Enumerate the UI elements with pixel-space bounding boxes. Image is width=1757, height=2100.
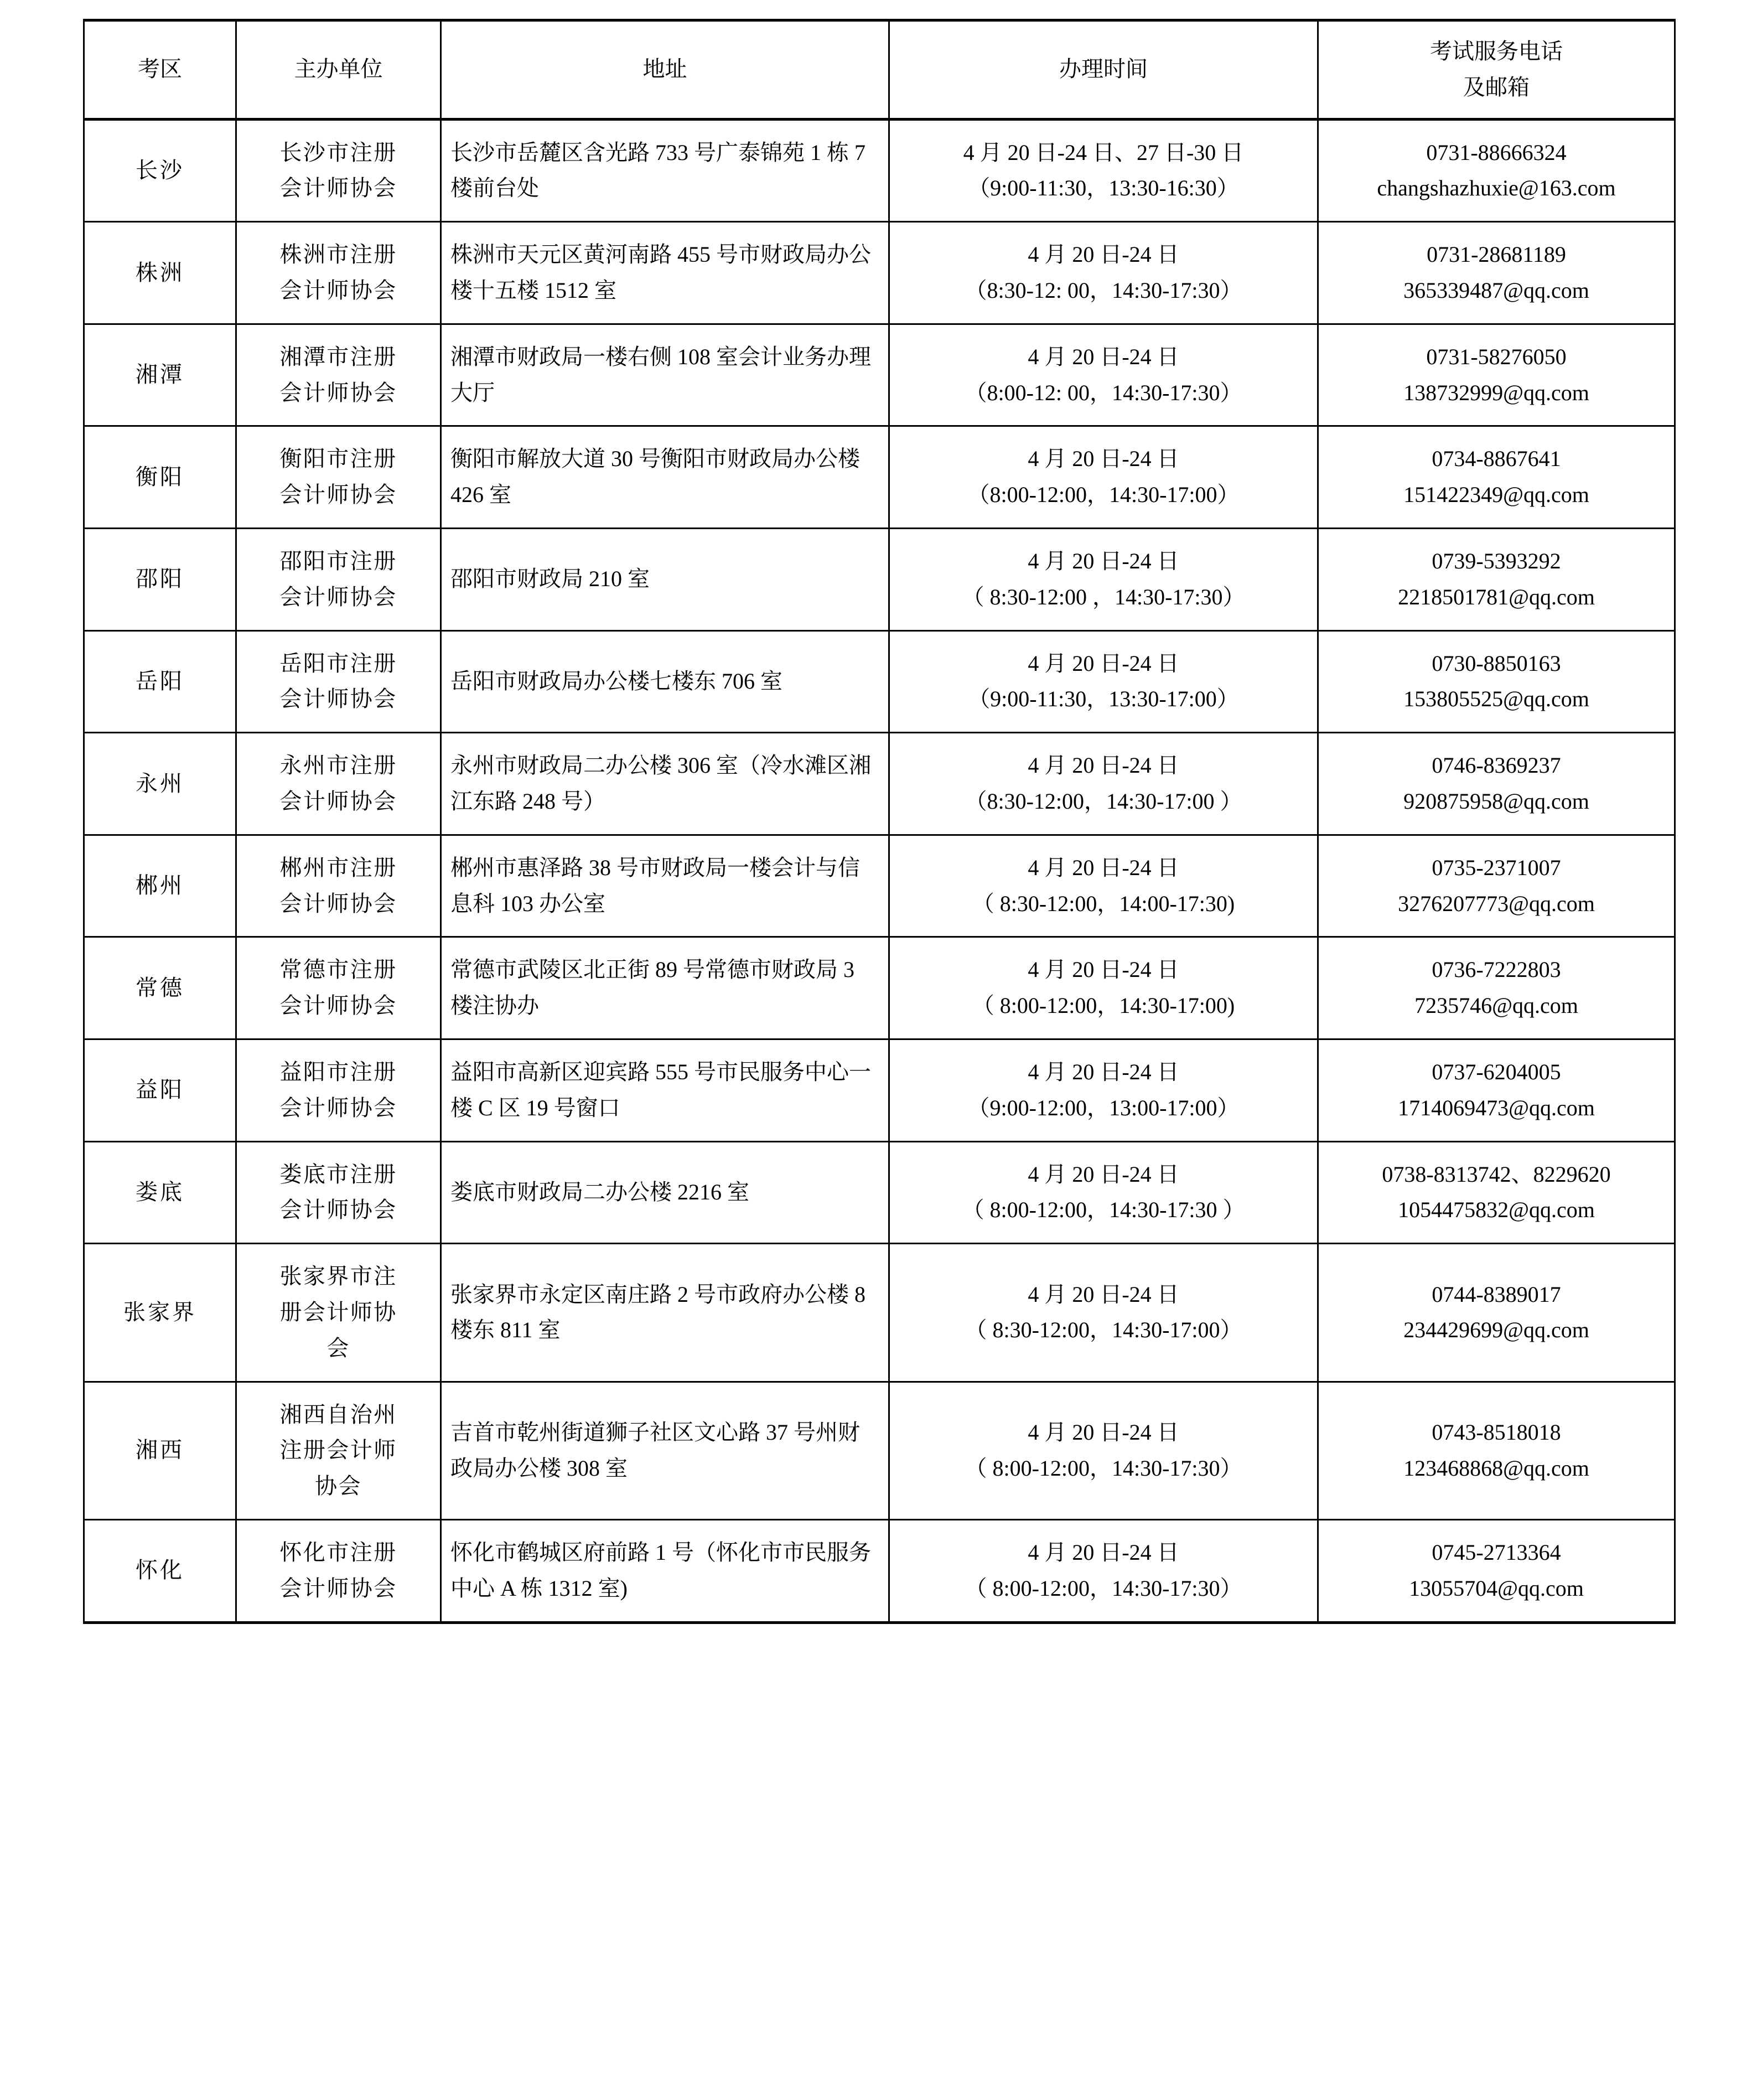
cell-time xyxy=(889,1519,1318,1622)
cell-address: 张家界市永定区南庄路 2 号市政府办公楼 8 楼东 811 室 xyxy=(441,1244,889,1382)
organizer-line-1: 张家界市注 xyxy=(279,1264,397,1289)
time-line-1: 4 月 20 日-24 日 xyxy=(1028,650,1179,676)
contact-email: 1714069473@qq.com xyxy=(1398,1095,1595,1120)
cell-area: 益阳 xyxy=(84,1039,236,1141)
contact-email: 920875958@qq.com xyxy=(1403,788,1589,814)
table-header-row xyxy=(84,20,1675,120)
cell-address: 永州市财政局二办公楼 306 室（冷水滩区湘江东路 248 号） xyxy=(441,733,889,835)
cell-time xyxy=(889,835,1318,937)
cell-time xyxy=(889,1382,1318,1519)
time-line-1: 4 月 20 日-24 日 xyxy=(1028,242,1179,267)
time-line-1: 4 月 20 日-24 日 xyxy=(1028,1059,1179,1084)
organizer-line-1: 永州市注册 xyxy=(279,753,397,778)
table-row xyxy=(84,733,1675,835)
organizer-line-2: 会计师协会 xyxy=(279,1197,397,1223)
time-line-2: （9:00-11:30，13:30-16:30） xyxy=(968,175,1239,201)
cell-area: 株洲 xyxy=(84,222,236,324)
contact-phone: 0737-6204005 xyxy=(1432,1059,1561,1084)
cell-area: 衡阳 xyxy=(84,426,236,529)
cell-contact xyxy=(1318,1519,1675,1622)
cell-time xyxy=(889,1039,1318,1141)
time-line-1: 4 月 20 日-24 日 xyxy=(1028,1161,1179,1187)
cell-address: 湘潭市财政局一楼右侧 108 室会计业务办理大厅 xyxy=(441,324,889,426)
cell-area: 怀化 xyxy=(84,1519,236,1622)
organizer-line-1: 郴州市注册 xyxy=(279,855,397,880)
table-row xyxy=(84,1141,1675,1244)
cell-organizer xyxy=(236,324,441,426)
time-line-2: （8:30-12:00，14:30-17:00 ） xyxy=(965,788,1242,814)
contact-phone: 0738-8313742、8229620 xyxy=(1382,1161,1611,1187)
table-row xyxy=(84,937,1675,1039)
cell-area: 湘西 xyxy=(84,1382,236,1519)
cell-area: 长沙 xyxy=(84,119,236,222)
table-row xyxy=(84,1039,1675,1141)
organizer-line-1: 常德市注册 xyxy=(279,957,397,982)
contact-phone: 0744-8389017 xyxy=(1432,1281,1561,1307)
cell-organizer xyxy=(236,835,441,937)
contact-phone: 0731-58276050 xyxy=(1426,344,1567,369)
cell-organizer xyxy=(236,937,441,1039)
time-line-2: （8:00-12:00，14:30-17:00） xyxy=(967,482,1240,508)
contact-email: 7235746@qq.com xyxy=(1414,993,1578,1018)
cell-contact xyxy=(1318,1244,1675,1382)
cell-address: 长沙市岳麓区含光路 733 号广泰锦苑 1 栋 7 楼前台处 xyxy=(441,119,889,222)
organizer-line-3: 会 xyxy=(326,1335,350,1361)
organizer-line-2: 会计师协会 xyxy=(279,993,397,1018)
organizer-line-1: 怀化市注册 xyxy=(279,1539,397,1565)
contact-email: 3276207773@qq.com xyxy=(1398,891,1595,916)
cell-organizer xyxy=(236,1244,441,1382)
table-row xyxy=(84,1382,1675,1519)
contact-email: changshazhuxie@163.com xyxy=(1377,175,1616,201)
contact-phone: 0743-8518018 xyxy=(1432,1419,1561,1445)
organizer-line-1: 株洲市注册 xyxy=(279,242,397,267)
time-line-1: 4 月 20 日-24 日、27 日-30 日 xyxy=(963,139,1244,165)
column-header-organizer: 主办单位 xyxy=(236,20,441,120)
cell-contact xyxy=(1318,1382,1675,1519)
cell-contact xyxy=(1318,835,1675,937)
cell-area: 湘潭 xyxy=(84,324,236,426)
table-row xyxy=(84,528,1675,630)
contact-email: 153805525@qq.com xyxy=(1403,686,1589,712)
time-line-1: 4 月 20 日-24 日 xyxy=(1028,1281,1179,1307)
cell-contact xyxy=(1318,426,1675,529)
organizer-line-2: 会计师协会 xyxy=(279,277,397,303)
organizer-line-2: 会计师协会 xyxy=(279,380,397,405)
time-line-1: 4 月 20 日-24 日 xyxy=(1028,855,1179,880)
contact-email: 13055704@qq.com xyxy=(1409,1575,1584,1601)
organizer-line-2: 册会计师协 xyxy=(279,1299,397,1325)
cell-contact xyxy=(1318,222,1675,324)
organizer-line-2: 会计师协会 xyxy=(279,891,397,916)
cell-organizer xyxy=(236,1141,441,1244)
contact-phone: 0745-2713364 xyxy=(1432,1539,1561,1565)
contact-header-line1: 考试服务电话 xyxy=(1430,39,1563,64)
contact-phone: 0734-8867641 xyxy=(1432,446,1561,472)
organizer-line-1: 湘西自治州 xyxy=(279,1401,397,1427)
organizer-line-2: 会计师协会 xyxy=(279,482,397,508)
cell-contact xyxy=(1318,937,1675,1039)
table-row xyxy=(84,324,1675,426)
contact-phone: 0746-8369237 xyxy=(1432,753,1561,778)
table-row xyxy=(84,1519,1675,1622)
contact-email: 2218501781@qq.com xyxy=(1398,584,1595,609)
contact-email: 365339487@qq.com xyxy=(1403,277,1589,303)
cell-address: 株洲市天元区黄河南路 455 号市财政局办公楼十五楼 1512 室 xyxy=(441,222,889,324)
cell-time xyxy=(889,630,1318,733)
time-line-2: （8:30-12: 00，14:30-17:30） xyxy=(965,277,1242,303)
contact-email: 138732999@qq.com xyxy=(1403,380,1589,405)
cell-area: 常德 xyxy=(84,937,236,1039)
time-line-2: （8:00-12: 00，14:30-17:30） xyxy=(965,380,1242,405)
organizer-line-1: 娄底市注册 xyxy=(279,1161,397,1187)
time-line-2: （9:00-12:00，13:00-17:00） xyxy=(967,1095,1240,1120)
exam-locations-table xyxy=(83,19,1676,1624)
cell-address: 益阳市高新区迎宾路 555 号市民服务中心一楼 C 区 19 号窗口 xyxy=(441,1039,889,1141)
cell-address: 岳阳市财政局办公楼七楼东 706 室 xyxy=(441,630,889,733)
table-row xyxy=(84,426,1675,529)
cell-time xyxy=(889,528,1318,630)
cell-organizer xyxy=(236,733,441,835)
cell-time xyxy=(889,1244,1318,1382)
time-line-1: 4 月 20 日-24 日 xyxy=(1028,344,1179,369)
cell-contact xyxy=(1318,528,1675,630)
organizer-line-3: 协会 xyxy=(315,1473,362,1499)
time-line-1: 4 月 20 日-24 日 xyxy=(1028,957,1179,982)
cell-time xyxy=(889,937,1318,1039)
organizer-line-1: 湘潭市注册 xyxy=(279,344,397,369)
cell-time xyxy=(889,222,1318,324)
organizer-line-2: 会计师协会 xyxy=(279,584,397,609)
column-header-time: 办理时间 xyxy=(889,20,1318,120)
cell-address: 邵阳市财政局 210 室 xyxy=(441,528,889,630)
cell-organizer xyxy=(236,630,441,733)
contact-phone: 0731-28681189 xyxy=(1427,242,1566,267)
time-line-1: 4 月 20 日-24 日 xyxy=(1028,1539,1179,1565)
organizer-line-1: 岳阳市注册 xyxy=(279,650,397,676)
column-header-area: 考区 xyxy=(84,20,236,120)
column-header-contact xyxy=(1318,20,1675,120)
contact-email: 1054475832@qq.com xyxy=(1398,1197,1595,1223)
cell-address: 吉首市乾州街道狮子社区文心路 37 号州财政局办公楼 308 室 xyxy=(441,1382,889,1519)
cell-address: 娄底市财政局二办公楼 2216 室 xyxy=(441,1141,889,1244)
cell-address: 常德市武陵区北正街 89 号常德市财政局 3 楼注协办 xyxy=(441,937,889,1039)
cell-contact xyxy=(1318,324,1675,426)
organizer-line-1: 益阳市注册 xyxy=(279,1059,397,1084)
contact-email: 151422349@qq.com xyxy=(1403,482,1589,508)
cell-time xyxy=(889,733,1318,835)
cell-address: 怀化市鹤城区府前路 1 号（怀化市市民服务中心 A 栋 1312 室) xyxy=(441,1519,889,1622)
table-row xyxy=(84,1244,1675,1382)
organizer-line-1: 长沙市注册 xyxy=(279,139,397,165)
contact-email: 123468868@qq.com xyxy=(1403,1455,1589,1481)
cell-organizer xyxy=(236,119,441,222)
cell-time xyxy=(889,426,1318,529)
cell-area: 永州 xyxy=(84,733,236,835)
cell-area: 张家界 xyxy=(84,1244,236,1382)
cell-contact xyxy=(1318,733,1675,835)
table-row xyxy=(84,222,1675,324)
time-line-2: （9:00-11:30，13:30-17:00） xyxy=(968,686,1239,712)
time-line-2: （ 8:30-12:00，14:00-17:30) xyxy=(972,891,1235,916)
cell-area: 娄底 xyxy=(84,1141,236,1244)
contact-phone: 0739-5393292 xyxy=(1432,548,1561,573)
organizer-line-2: 会计师协会 xyxy=(279,686,397,712)
cell-contact xyxy=(1318,119,1675,222)
time-line-2: （ 8:00-12:00，14:30-17:30） xyxy=(965,1575,1242,1601)
cell-contact xyxy=(1318,1039,1675,1141)
cell-contact xyxy=(1318,1141,1675,1244)
time-line-1: 4 月 20 日-24 日 xyxy=(1028,446,1179,472)
organizer-line-2: 会计师协会 xyxy=(279,1575,397,1601)
organizer-line-1: 衡阳市注册 xyxy=(279,446,397,472)
contact-email: 234429699@qq.com xyxy=(1403,1317,1589,1343)
table-row xyxy=(84,835,1675,937)
time-line-1: 4 月 20 日-24 日 xyxy=(1028,548,1179,573)
cell-organizer xyxy=(236,1382,441,1519)
cell-organizer xyxy=(236,1519,441,1622)
cell-address: 郴州市惠泽路 38 号市财政局一楼会计与信息科 103 办公室 xyxy=(441,835,889,937)
contact-phone: 0730-8850163 xyxy=(1432,650,1561,676)
cell-organizer xyxy=(236,1039,441,1141)
table-header xyxy=(84,20,1675,120)
table-row xyxy=(84,630,1675,733)
time-line-2: （ 8:30-12:00，14:30-17:00） xyxy=(965,1317,1242,1343)
time-line-2: （ 8:00-12:00，14:30-17:30） xyxy=(965,1455,1242,1481)
cell-time xyxy=(889,1141,1318,1244)
time-line-2: （ 8:00-12:00，14:30-17:00) xyxy=(972,993,1235,1018)
organizer-line-2: 会计师协会 xyxy=(279,788,397,814)
organizer-line-2: 注册会计师 xyxy=(279,1437,397,1463)
cell-time xyxy=(889,119,1318,222)
time-line-2: （ 8:00-12:00，14:30-17:30 ） xyxy=(962,1197,1245,1223)
cell-area: 岳阳 xyxy=(84,630,236,733)
time-line-1: 4 月 20 日-24 日 xyxy=(1028,1419,1179,1445)
cell-area: 郴州 xyxy=(84,835,236,937)
cell-time xyxy=(889,324,1318,426)
table-row xyxy=(84,119,1675,222)
cell-area: 邵阳 xyxy=(84,528,236,630)
contact-phone: 0731-88666324 xyxy=(1426,139,1567,165)
cell-organizer xyxy=(236,222,441,324)
organizer-line-2: 会计师协会 xyxy=(279,175,397,201)
contact-phone: 0736-7222803 xyxy=(1432,957,1561,982)
cell-organizer xyxy=(236,426,441,529)
cell-organizer xyxy=(236,528,441,630)
column-header-address: 地址 xyxy=(441,20,889,120)
time-line-2: （ 8:30-12:00 ，14:30-17:30） xyxy=(962,584,1245,609)
time-line-1: 4 月 20 日-24 日 xyxy=(1028,753,1179,778)
cell-contact xyxy=(1318,630,1675,733)
table-body xyxy=(84,119,1675,1622)
organizer-line-2: 会计师协会 xyxy=(279,1095,397,1120)
contact-header-line2: 及邮箱 xyxy=(1463,74,1530,100)
contact-phone: 0735-2371007 xyxy=(1432,855,1561,880)
cell-address: 衡阳市解放大道 30 号衡阳市财政局办公楼 426 室 xyxy=(441,426,889,529)
organizer-line-1: 邵阳市注册 xyxy=(279,548,397,573)
